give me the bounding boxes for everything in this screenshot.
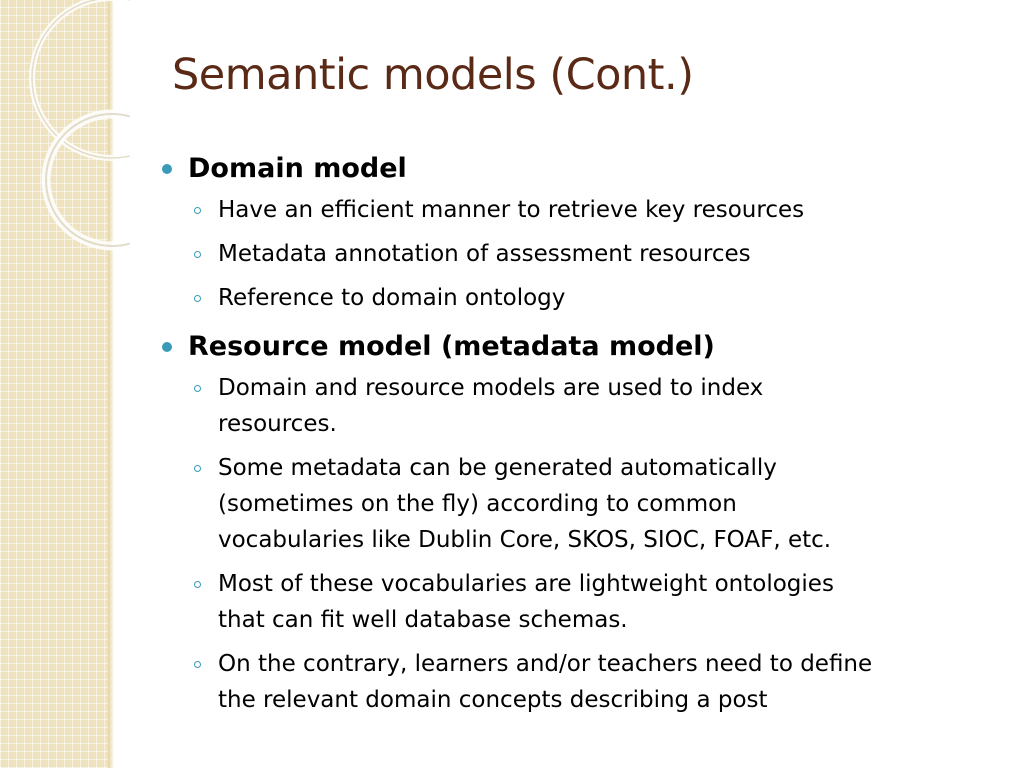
- hollow-bullet-icon: [194, 661, 201, 668]
- sub-bullet: [160, 450, 1010, 558]
- hollow-bullet-icon: [194, 251, 201, 258]
- bullet-heading: Resource model (metadata model): [188, 331, 715, 362]
- slide-title: Semantic models (Cont.): [172, 50, 694, 100]
- decorative-circle-large-outline: [32, 0, 130, 158]
- sub-bullet: [160, 236, 1010, 272]
- filled-bullet-icon: [162, 342, 172, 352]
- sub-bullet-line: Most of these vocabularies are lightweight ontologies: [218, 571, 834, 597]
- hollow-bullet-icon: [194, 207, 201, 214]
- sub-bullet-text: Metadata annotation of assessment resources: [218, 241, 751, 267]
- sub-bullet-line: Some metadata can be generated automatically: [218, 455, 777, 481]
- sub-bullet-line: resources.: [218, 411, 337, 437]
- filled-bullet-icon: [162, 164, 172, 174]
- sub-bullet: [160, 566, 1010, 638]
- sub-bullet-line: (sometimes on the fly) according to common: [218, 491, 737, 517]
- sub-bullet-line: the relevant domain concepts describing a post: [218, 687, 768, 713]
- sub-bullet-line: vocabularies like Dublin Core, SKOS, SIOC, FOAF, etc.: [218, 527, 832, 553]
- sub-bullet: [160, 192, 1010, 228]
- sub-bullet-line: Domain and resource models are used to index: [218, 375, 764, 401]
- decorative-circles: [0, 0, 130, 260]
- bullet-domain-model: [160, 148, 1010, 190]
- bullet-heading: Domain model: [188, 153, 407, 184]
- hollow-bullet-icon: [194, 465, 201, 472]
- sub-bullet-text: Reference to domain ontology: [218, 285, 566, 311]
- sub-bullet: [160, 280, 1010, 316]
- sub-bullet: [160, 646, 1010, 718]
- sub-bullet-text: Have an efficient manner to retrieve key resources: [218, 197, 805, 223]
- hollow-bullet-icon: [194, 385, 201, 392]
- slide-content: [160, 148, 1010, 718]
- sub-bullet: [160, 370, 1010, 442]
- hollow-bullet-icon: [194, 295, 201, 302]
- hollow-bullet-icon: [194, 581, 201, 588]
- sub-bullet-line: that can fit well database schemas.: [218, 607, 628, 633]
- bullet-resource-model: [160, 326, 1010, 368]
- sub-bullet-line: On the contrary, learners and/or teachers need to define: [218, 651, 873, 677]
- decorative-circle-large: [32, 0, 130, 158]
